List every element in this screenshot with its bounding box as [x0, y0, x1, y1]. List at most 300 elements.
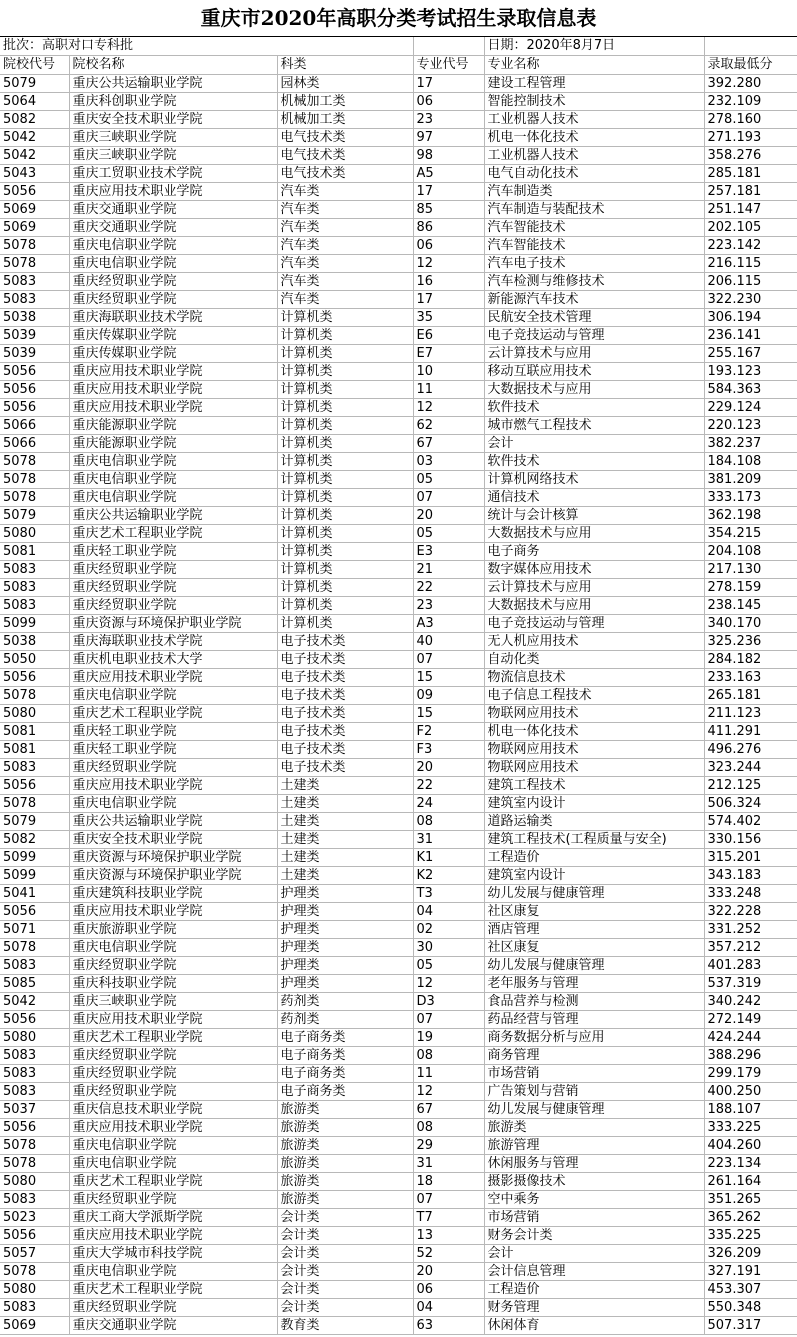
table-row — [0, 147, 797, 165]
major-name-cell: 软件技术 — [484, 399, 704, 417]
category-cell: 计算机类 — [277, 435, 413, 453]
school-name-cell: 重庆电信职业学院 — [69, 1137, 277, 1155]
major-code-cell: 07 — [413, 651, 484, 669]
min-score-cell: 354.215 — [704, 525, 797, 543]
major-name-cell: 建筑工程技术 — [484, 777, 704, 795]
school-code-cell: 5056 — [0, 1011, 69, 1029]
table-row — [0, 129, 797, 147]
major-name-cell: 幼儿发展与健康管理 — [484, 957, 704, 975]
major-name-cell: 会计 — [484, 1245, 704, 1263]
major-code-cell: 86 — [413, 219, 484, 237]
category-cell: 旅游类 — [277, 1119, 413, 1137]
major-name-cell: 自动化类 — [484, 651, 704, 669]
min-score-cell: 453.307 — [704, 1281, 797, 1299]
school-name-cell: 重庆应用技术职业学院 — [69, 669, 277, 687]
school-name-cell: 重庆资源与环境保护职业学院 — [69, 615, 277, 633]
major-name-cell: 市场营销 — [484, 1209, 704, 1227]
school-name-cell: 重庆能源职业学院 — [69, 417, 277, 435]
category-cell: 计算机类 — [277, 543, 413, 561]
school-code-cell: 5037 — [0, 1101, 69, 1119]
school-code-cell: 5078 — [0, 795, 69, 813]
major-code-cell: 20 — [413, 507, 484, 525]
school-code-cell: 5099 — [0, 867, 69, 885]
school-name-cell: 重庆轻工职业学院 — [69, 741, 277, 759]
table-row — [0, 1191, 797, 1209]
table-row — [0, 831, 797, 849]
sheet-title: 重庆市2020年高职分类考试招生录取信息表 — [0, 0, 797, 37]
table-row — [0, 651, 797, 669]
table-row — [0, 543, 797, 561]
major-code-cell: E7 — [413, 345, 484, 363]
school-name-cell: 重庆应用技术职业学院 — [69, 381, 277, 399]
major-code-cell: 07 — [413, 1191, 484, 1209]
school-name-cell: 重庆经贸职业学院 — [69, 597, 277, 615]
min-score-cell: 424.244 — [704, 1029, 797, 1047]
major-name-cell: 幼儿发展与健康管理 — [484, 885, 704, 903]
min-score-cell: 333.225 — [704, 1119, 797, 1137]
table-row — [0, 525, 797, 543]
major-name-cell: 汽车电子技术 — [484, 255, 704, 273]
major-name-cell: 数字媒体应用技术 — [484, 561, 704, 579]
major-code-cell: 20 — [413, 759, 484, 777]
category-cell: 土建类 — [277, 849, 413, 867]
major-code-cell: 23 — [413, 597, 484, 615]
major-code-cell: 31 — [413, 831, 484, 849]
category-cell: 会计类 — [277, 1281, 413, 1299]
school-code-cell: 5078 — [0, 237, 69, 255]
school-code-cell: 5083 — [0, 1083, 69, 1101]
major-code-cell: 10 — [413, 363, 484, 381]
category-cell: 电子技术类 — [277, 669, 413, 687]
school-name-cell: 重庆经贸职业学院 — [69, 561, 277, 579]
major-name-cell: 软件技术 — [484, 453, 704, 471]
school-name-cell: 重庆安全技术职业学院 — [69, 831, 277, 849]
table-row — [0, 669, 797, 687]
school-name-cell: 重庆三峡职业学院 — [69, 129, 277, 147]
table-row — [0, 561, 797, 579]
table-row — [0, 723, 797, 741]
category-cell: 汽车类 — [277, 273, 413, 291]
major-name-cell: 统计与会计核算 — [484, 507, 704, 525]
school-name-cell: 重庆艺术工程职业学院 — [69, 525, 277, 543]
min-score-cell: 506.324 — [704, 795, 797, 813]
school-code-cell: 5083 — [0, 1047, 69, 1065]
category-cell: 计算机类 — [277, 363, 413, 381]
school-name-cell: 重庆艺术工程职业学院 — [69, 1281, 277, 1299]
table-row — [0, 1227, 797, 1245]
min-score-cell: 211.123 — [704, 705, 797, 723]
school-code-cell: 5056 — [0, 777, 69, 795]
category-cell: 会计类 — [277, 1299, 413, 1317]
min-score-cell: 223.134 — [704, 1155, 797, 1173]
table-row — [0, 399, 797, 417]
major-code-cell: 12 — [413, 255, 484, 273]
school-code-cell: 5042 — [0, 993, 69, 1011]
category-cell: 汽车类 — [277, 219, 413, 237]
major-name-cell: 物联网应用技术 — [484, 705, 704, 723]
major-name-cell: 移动互联应用技术 — [484, 363, 704, 381]
major-code-cell: T3 — [413, 885, 484, 903]
school-name-cell: 重庆艺术工程职业学院 — [69, 1173, 277, 1191]
category-cell: 计算机类 — [277, 579, 413, 597]
major-code-cell: 24 — [413, 795, 484, 813]
table-row — [0, 183, 797, 201]
col-header-school-name: 院校名称 — [69, 56, 277, 75]
min-score-cell: 251.147 — [704, 201, 797, 219]
category-cell: 电子技术类 — [277, 705, 413, 723]
min-score-cell: 322.230 — [704, 291, 797, 309]
school-code-cell: 5081 — [0, 723, 69, 741]
school-name-cell: 重庆机电职业技术大学 — [69, 651, 277, 669]
table-row — [0, 1155, 797, 1173]
min-score-cell: 265.181 — [704, 687, 797, 705]
min-score-cell: 365.262 — [704, 1209, 797, 1227]
min-score-cell: 388.296 — [704, 1047, 797, 1065]
school-name-cell: 重庆电信职业学院 — [69, 255, 277, 273]
table-row — [0, 849, 797, 867]
school-code-cell: 5056 — [0, 1227, 69, 1245]
table-row — [0, 93, 797, 111]
school-name-cell: 重庆传媒职业学院 — [69, 345, 277, 363]
major-code-cell: 31 — [413, 1155, 484, 1173]
min-score-cell: 496.276 — [704, 741, 797, 759]
school-code-cell: 5083 — [0, 957, 69, 975]
table-row — [0, 1299, 797, 1317]
school-name-cell: 重庆交通职业学院 — [69, 201, 277, 219]
school-code-cell: 5069 — [0, 1317, 69, 1335]
school-code-cell: 5038 — [0, 309, 69, 327]
min-score-cell: 257.181 — [704, 183, 797, 201]
major-name-cell: 休闲服务与管理 — [484, 1155, 704, 1173]
school-code-cell: 5056 — [0, 1119, 69, 1137]
category-cell: 护理类 — [277, 957, 413, 975]
school-name-cell: 重庆艺术工程职业学院 — [69, 1029, 277, 1047]
school-name-cell: 重庆经贸职业学院 — [69, 1065, 277, 1083]
major-code-cell: 08 — [413, 813, 484, 831]
major-code-cell: D3 — [413, 993, 484, 1011]
major-code-cell: 85 — [413, 201, 484, 219]
school-name-cell: 重庆三峡职业学院 — [69, 147, 277, 165]
major-name-cell: 汽车智能技术 — [484, 219, 704, 237]
school-name-cell: 重庆交通职业学院 — [69, 1317, 277, 1335]
min-score-cell: 335.225 — [704, 1227, 797, 1245]
min-score-cell: 584.363 — [704, 381, 797, 399]
school-code-cell: 5080 — [0, 1281, 69, 1299]
major-code-cell: 08 — [413, 1047, 484, 1065]
category-cell: 护理类 — [277, 885, 413, 903]
category-cell: 汽车类 — [277, 183, 413, 201]
major-name-cell: 大数据技术与应用 — [484, 381, 704, 399]
school-name-cell: 重庆经贸职业学院 — [69, 1083, 277, 1101]
major-code-cell: 67 — [413, 435, 484, 453]
min-score-cell: 261.164 — [704, 1173, 797, 1191]
category-cell: 电子技术类 — [277, 723, 413, 741]
school-code-cell: 5083 — [0, 1299, 69, 1317]
major-name-cell: 财务管理 — [484, 1299, 704, 1317]
major-code-cell: 16 — [413, 273, 484, 291]
school-code-cell: 5050 — [0, 651, 69, 669]
school-code-cell: 5078 — [0, 687, 69, 705]
school-code-cell: 5099 — [0, 849, 69, 867]
category-cell: 计算机类 — [277, 597, 413, 615]
major-code-cell: 20 — [413, 1263, 484, 1281]
table-row — [0, 705, 797, 723]
table-row — [0, 1101, 797, 1119]
category-cell: 土建类 — [277, 831, 413, 849]
school-name-cell: 重庆电信职业学院 — [69, 1263, 277, 1281]
category-cell: 计算机类 — [277, 453, 413, 471]
col-header-category: 科类 — [277, 56, 413, 75]
min-score-cell: 217.130 — [704, 561, 797, 579]
table-row — [0, 597, 797, 615]
major-code-cell: A5 — [413, 165, 484, 183]
major-code-cell: 05 — [413, 957, 484, 975]
category-cell: 药剂类 — [277, 1011, 413, 1029]
category-cell: 园林类 — [277, 75, 413, 93]
major-name-cell: 民航安全技术管理 — [484, 309, 704, 327]
major-code-cell: 05 — [413, 525, 484, 543]
table-row — [0, 1137, 797, 1155]
table-row — [0, 417, 797, 435]
school-code-cell: 5041 — [0, 885, 69, 903]
category-cell: 土建类 — [277, 795, 413, 813]
major-code-cell: A3 — [413, 615, 484, 633]
min-score-cell: 404.260 — [704, 1137, 797, 1155]
table-row — [0, 1047, 797, 1065]
major-code-cell: 04 — [413, 903, 484, 921]
col-header-school-code: 院校代号 — [0, 56, 69, 75]
min-score-cell: 351.265 — [704, 1191, 797, 1209]
min-score-cell: 212.125 — [704, 777, 797, 795]
category-cell: 计算机类 — [277, 471, 413, 489]
major-name-cell: 建筑工程技术(工程质量与安全) — [484, 831, 704, 849]
school-code-cell: 5039 — [0, 345, 69, 363]
category-cell: 电气技术类 — [277, 147, 413, 165]
major-name-cell: 幼儿发展与健康管理 — [484, 1101, 704, 1119]
major-name-cell: 通信技术 — [484, 489, 704, 507]
school-name-cell: 重庆经贸职业学院 — [69, 759, 277, 777]
school-code-cell: 5066 — [0, 435, 69, 453]
major-name-cell: 电子商务 — [484, 543, 704, 561]
min-score-cell: 315.201 — [704, 849, 797, 867]
table-row — [0, 273, 797, 291]
table-row — [0, 1011, 797, 1029]
min-score-cell: 233.163 — [704, 669, 797, 687]
school-name-cell: 重庆电信职业学院 — [69, 795, 277, 813]
major-name-cell: 计算机网络技术 — [484, 471, 704, 489]
school-name-cell: 重庆经贸职业学院 — [69, 291, 277, 309]
major-name-cell: 工业机器人技术 — [484, 147, 704, 165]
school-code-cell: 5066 — [0, 417, 69, 435]
school-code-cell: 5080 — [0, 1029, 69, 1047]
min-score-cell: 188.107 — [704, 1101, 797, 1119]
major-name-cell: 商务管理 — [484, 1047, 704, 1065]
major-code-cell: F3 — [413, 741, 484, 759]
major-code-cell: K1 — [413, 849, 484, 867]
min-score-cell: 381.209 — [704, 471, 797, 489]
table-row — [0, 579, 797, 597]
min-score-cell: 216.115 — [704, 255, 797, 273]
table-row — [0, 1029, 797, 1047]
table-row — [0, 1281, 797, 1299]
category-cell: 电子技术类 — [277, 687, 413, 705]
school-code-cell: 5083 — [0, 579, 69, 597]
category-cell: 机械加工类 — [277, 93, 413, 111]
major-code-cell: 08 — [413, 1119, 484, 1137]
major-name-cell: 会计 — [484, 435, 704, 453]
major-code-cell: 18 — [413, 1173, 484, 1191]
category-cell: 会计类 — [277, 1209, 413, 1227]
min-score-cell: 323.244 — [704, 759, 797, 777]
school-code-cell: 5056 — [0, 903, 69, 921]
category-cell: 计算机类 — [277, 525, 413, 543]
major-name-cell: 老年服务与管理 — [484, 975, 704, 993]
school-name-cell: 重庆工贸职业技术学院 — [69, 165, 277, 183]
school-code-cell: 5078 — [0, 1155, 69, 1173]
major-code-cell: 97 — [413, 129, 484, 147]
school-name-cell: 重庆工商大学派斯学院 — [69, 1209, 277, 1227]
school-code-cell: 5083 — [0, 273, 69, 291]
school-code-cell: 5079 — [0, 813, 69, 831]
min-score-cell: 331.252 — [704, 921, 797, 939]
school-code-cell: 5078 — [0, 453, 69, 471]
category-cell: 电子商务类 — [277, 1065, 413, 1083]
table-row — [0, 615, 797, 633]
major-code-cell: 98 — [413, 147, 484, 165]
school-code-cell: 5056 — [0, 399, 69, 417]
major-code-cell: 13 — [413, 1227, 484, 1245]
major-name-cell: 商务数据分析与应用 — [484, 1029, 704, 1047]
major-code-cell: E6 — [413, 327, 484, 345]
school-name-cell: 重庆艺术工程职业学院 — [69, 705, 277, 723]
school-code-cell: 5078 — [0, 489, 69, 507]
category-cell: 汽车类 — [277, 255, 413, 273]
table-row — [0, 687, 797, 705]
min-score-cell: 236.141 — [704, 327, 797, 345]
category-cell: 电子技术类 — [277, 759, 413, 777]
major-name-cell: 汽车检测与维修技术 — [484, 273, 704, 291]
school-code-cell: 5042 — [0, 147, 69, 165]
school-name-cell: 重庆应用技术职业学院 — [69, 1119, 277, 1137]
school-code-cell: 5080 — [0, 705, 69, 723]
major-code-cell: 02 — [413, 921, 484, 939]
school-code-cell: 5078 — [0, 1137, 69, 1155]
min-score-cell: 340.242 — [704, 993, 797, 1011]
table-row — [0, 327, 797, 345]
major-name-cell: 大数据技术与应用 — [484, 597, 704, 615]
school-name-cell: 重庆旅游职业学院 — [69, 921, 277, 939]
min-score-cell: 392.280 — [704, 75, 797, 93]
major-code-cell: 17 — [413, 183, 484, 201]
school-code-cell: 5080 — [0, 1173, 69, 1191]
major-code-cell: K2 — [413, 867, 484, 885]
category-cell: 计算机类 — [277, 399, 413, 417]
category-cell: 电子技术类 — [277, 651, 413, 669]
table-row — [0, 1119, 797, 1137]
major-code-cell: 19 — [413, 1029, 484, 1047]
major-code-cell: F2 — [413, 723, 484, 741]
min-score-cell: 284.182 — [704, 651, 797, 669]
major-name-cell: 电子信息工程技术 — [484, 687, 704, 705]
school-name-cell: 重庆建筑科技职业学院 — [69, 885, 277, 903]
major-code-cell: 15 — [413, 669, 484, 687]
min-score-cell: 229.124 — [704, 399, 797, 417]
category-cell: 电子技术类 — [277, 741, 413, 759]
major-code-cell: 29 — [413, 1137, 484, 1155]
major-code-cell: 09 — [413, 687, 484, 705]
major-name-cell: 机电一体化技术 — [484, 129, 704, 147]
min-score-cell: 574.402 — [704, 813, 797, 831]
school-name-cell: 重庆应用技术职业学院 — [69, 399, 277, 417]
school-code-cell: 5069 — [0, 219, 69, 237]
major-code-cell: 11 — [413, 1065, 484, 1083]
major-name-cell: 无人机应用技术 — [484, 633, 704, 651]
major-code-cell: E3 — [413, 543, 484, 561]
school-name-cell: 重庆安全技术职业学院 — [69, 111, 277, 129]
table-row — [0, 345, 797, 363]
school-code-cell: 5023 — [0, 1209, 69, 1227]
category-cell: 旅游类 — [277, 1191, 413, 1209]
min-score-cell: 272.149 — [704, 1011, 797, 1029]
category-cell: 电子商务类 — [277, 1047, 413, 1065]
school-code-cell: 5078 — [0, 939, 69, 957]
major-name-cell: 电子竞技运动与管理 — [484, 615, 704, 633]
school-name-cell: 重庆电信职业学院 — [69, 939, 277, 957]
min-score-cell: 333.248 — [704, 885, 797, 903]
table-row — [0, 1173, 797, 1191]
school-name-cell: 重庆轻工职业学院 — [69, 723, 277, 741]
category-cell: 土建类 — [277, 867, 413, 885]
major-code-cell: 30 — [413, 939, 484, 957]
school-code-cell: 5079 — [0, 507, 69, 525]
major-name-cell: 酒店管理 — [484, 921, 704, 939]
major-code-cell: 11 — [413, 381, 484, 399]
category-cell: 计算机类 — [277, 615, 413, 633]
major-name-cell: 食品营养与检测 — [484, 993, 704, 1011]
major-code-cell: 04 — [413, 1299, 484, 1317]
school-code-cell: 5082 — [0, 111, 69, 129]
major-name-cell: 智能控制技术 — [484, 93, 704, 111]
school-name-cell: 重庆大学城市科技学院 — [69, 1245, 277, 1263]
school-name-cell: 重庆能源职业学院 — [69, 435, 277, 453]
school-name-cell: 重庆资源与环境保护职业学院 — [69, 849, 277, 867]
category-cell: 计算机类 — [277, 381, 413, 399]
col-header-min-score: 录取最低分 — [704, 56, 797, 75]
category-cell: 会计类 — [277, 1227, 413, 1245]
batch-label: 批次：高职对口专科批 — [0, 37, 413, 56]
major-code-cell: 17 — [413, 75, 484, 93]
major-code-cell: 17 — [413, 291, 484, 309]
min-score-cell: 322.228 — [704, 903, 797, 921]
category-cell: 汽车类 — [277, 291, 413, 309]
major-code-cell: 07 — [413, 1011, 484, 1029]
major-name-cell: 云计算技术与应用 — [484, 579, 704, 597]
min-score-cell: 400.250 — [704, 1083, 797, 1101]
table-row — [0, 75, 797, 93]
min-score-cell: 255.167 — [704, 345, 797, 363]
major-name-cell: 汽车制造类 — [484, 183, 704, 201]
category-cell: 旅游类 — [277, 1137, 413, 1155]
table-row — [0, 1209, 797, 1227]
category-cell: 计算机类 — [277, 489, 413, 507]
school-name-cell: 重庆传媒职业学院 — [69, 327, 277, 345]
school-code-cell: 5083 — [0, 291, 69, 309]
major-code-cell: 06 — [413, 1281, 484, 1299]
school-code-cell: 5081 — [0, 543, 69, 561]
major-name-cell: 药品经营与管理 — [484, 1011, 704, 1029]
table-row — [0, 813, 797, 831]
min-score-cell: 206.115 — [704, 273, 797, 291]
